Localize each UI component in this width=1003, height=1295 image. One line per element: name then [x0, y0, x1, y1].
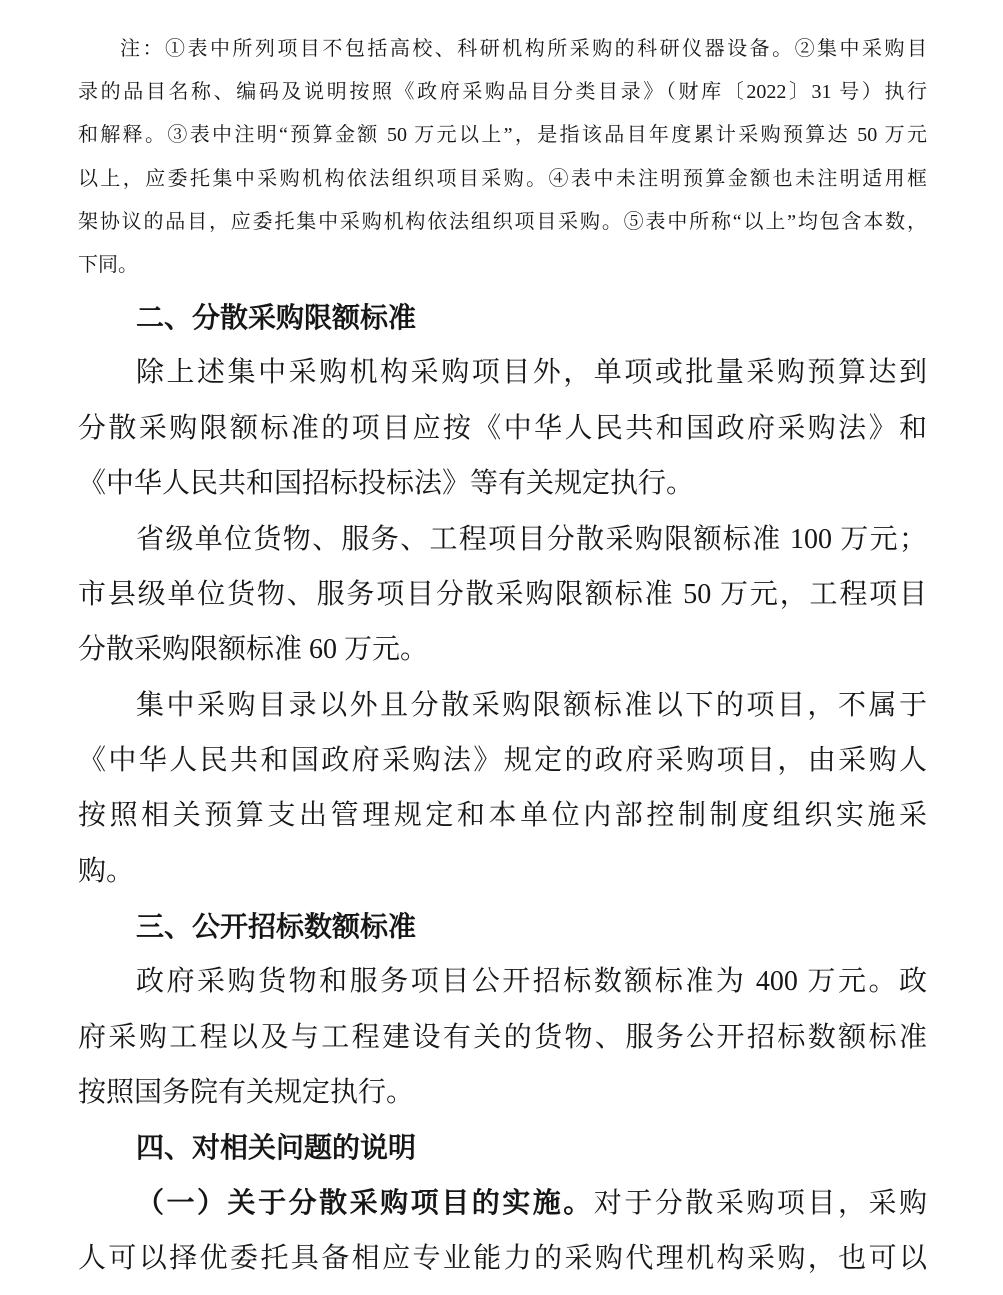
paragraph-line: 人可以择优委托具备相应专业能力的采购代理机构采购，也可以: [78, 1242, 927, 1274]
paragraph-line: 《中华人民共和国政府采购法》规定的政府采购项目，由采购人: [78, 744, 927, 776]
paragraph-line: 府采购工程以及与工程建设有关的货物、服务公开招标数额标准: [78, 1021, 927, 1053]
paragraph-line: 市县级单位货物、服务项目分散采购限额标准 50 万元，工程项目: [78, 578, 927, 610]
paragraph-line: 政府采购货物和服务项目公开招标数额标准为 400 万元。政: [136, 966, 927, 998]
section-heading: 二、分散采购限额标准: [136, 301, 417, 335]
paragraph-line: 分散采购限额标准 60 万元。: [78, 634, 429, 666]
note-line: 以上，应委托集中采购机构依法组织项目采购。④表中未注明预算金额也未注明适用框: [78, 167, 927, 190]
section-related-issues: [78, 1120, 927, 1286]
paragraph: [78, 1176, 927, 1287]
paragraph-line-text: 对于分散采购项目，采购: [593, 1187, 927, 1219]
paragraph-line: [78, 1176, 927, 1231]
note-line: 注：①表中所列项目不包括高校、科研机构所采购的科研仪器设备。②集中采购目: [120, 38, 927, 60]
paragraph-line: 集中采购目录以外且分散采购限额标准以下的项目，不属于: [136, 689, 927, 721]
section-public-tender-threshold: [78, 899, 927, 1120]
section-heading: 三、公开招标数额标准: [136, 909, 417, 943]
paragraph-lead-in: （一）关于分散采购项目的实施。: [136, 1187, 594, 1219]
paragraph: [78, 345, 927, 511]
section-decentralized-procurement-limits: [78, 290, 927, 899]
section-heading: 四、对相关问题的说明: [136, 1131, 417, 1165]
paragraph-line: 除上述集中采购机构采购项目外，单项或批量采购预算达到: [136, 357, 927, 389]
paragraph-line: 按照国务院有关规定执行。: [78, 1076, 415, 1108]
paragraph-line: 按照相关预算支出管理规定和本单位内部控制制度组织实施采: [78, 800, 927, 832]
paragraph-line: 省级单位货物、服务、工程项目分散采购限额标准 100 万元；: [136, 523, 927, 555]
paragraph-line: 《中华人民共和国招标投标法》等有关规定执行。: [78, 468, 695, 500]
paragraph: [78, 512, 927, 678]
note-line: 架协议的品目，应委托集中采购机构依法组织项目采购。⑤表中所称“以上”均包含本数，: [78, 210, 927, 233]
table-note: [78, 28, 927, 287]
note-line: 和解释。③表中注明“预算金额 50 万元以上”，是指该品目年度累计采购预算达 50 万元: [78, 124, 927, 147]
paragraph-line: 分散采购限额标准的项目应按《中华人民共和国政府采购法》和: [78, 412, 927, 444]
paragraph: [78, 954, 927, 1120]
paragraph-line: 购。: [78, 855, 135, 887]
note-line: 下同。: [78, 253, 138, 276]
paragraph: [78, 678, 927, 899]
document-body: [78, 290, 927, 1286]
note-line: 录的品目名称、编码及说明按照《政府采购品目分类目录》（财库〔2022〕31 号）执行: [78, 81, 927, 104]
